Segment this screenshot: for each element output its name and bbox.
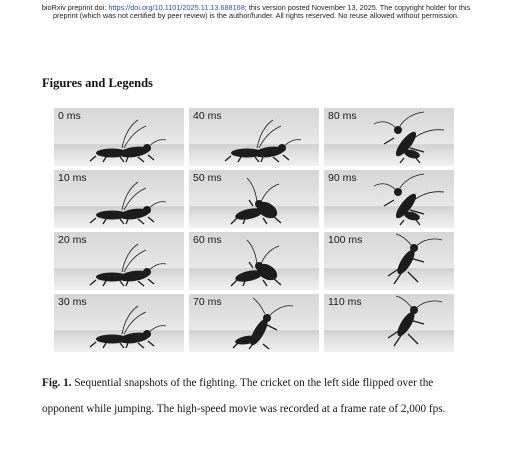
preprint-prefix: bioRxiv preprint doi: — [41, 3, 109, 12]
figure-label: Fig. 1. — [42, 377, 72, 389]
snapshot-time-label: 100 ms — [328, 234, 363, 246]
snapshot-time-label: 10 ms — [58, 172, 87, 184]
section-heading: Figures and Legends — [42, 76, 153, 90]
preprint-suffix: ; this version posted November 13, 2025. The copyright holder for this — [244, 3, 471, 12]
snapshot-time-label: 30 ms — [58, 296, 87, 308]
snapshot-time-label: 50 ms — [193, 172, 222, 184]
snapshot-time-label: 80 ms — [328, 110, 357, 122]
snapshot-frame — [189, 170, 319, 228]
snapshot-time-label: 60 ms — [193, 234, 222, 246]
snapshot-frame — [189, 108, 319, 166]
snapshot-frame — [324, 170, 454, 228]
snapshot-time-label: 110 ms — [328, 296, 362, 308]
snapshot-time-label: 40 ms — [193, 110, 222, 122]
preprint-notice — [0, 4, 512, 20]
snapshot-frame — [324, 294, 454, 352]
snapshot-frame — [54, 108, 184, 166]
snapshot-frame — [189, 294, 319, 352]
snapshot-frame — [324, 232, 454, 290]
caption-text: Sequential snapshots of the fighting. The cricket on the left side flipped over the opponent while jumping. The high-speed movie was recorded at a frame rate of 2,000 fps. — [42, 377, 446, 415]
snapshot-time-label: 90 ms — [328, 172, 357, 184]
preprint-line-2: preprint (which was not certified by peer review) is the author/funder. All rights reserved. No reuse allowed without permission. — [53, 11, 459, 20]
snapshot-frame — [54, 232, 184, 290]
snapshot-frame — [54, 294, 184, 352]
snapshot-time-label: 70 ms — [193, 296, 222, 308]
figure-caption — [42, 370, 472, 422]
snapshot-time-label: 20 ms — [58, 234, 87, 246]
doi-link[interactable]: https://doi.org/10.1101/2025.11.13.688168 — [108, 3, 245, 12]
snapshot-frame — [54, 170, 184, 228]
snapshot-time-label: 0 ms — [58, 110, 81, 122]
figure-1-grid — [54, 108, 454, 354]
snapshot-frame — [189, 232, 319, 290]
snapshot-frame — [324, 108, 454, 166]
